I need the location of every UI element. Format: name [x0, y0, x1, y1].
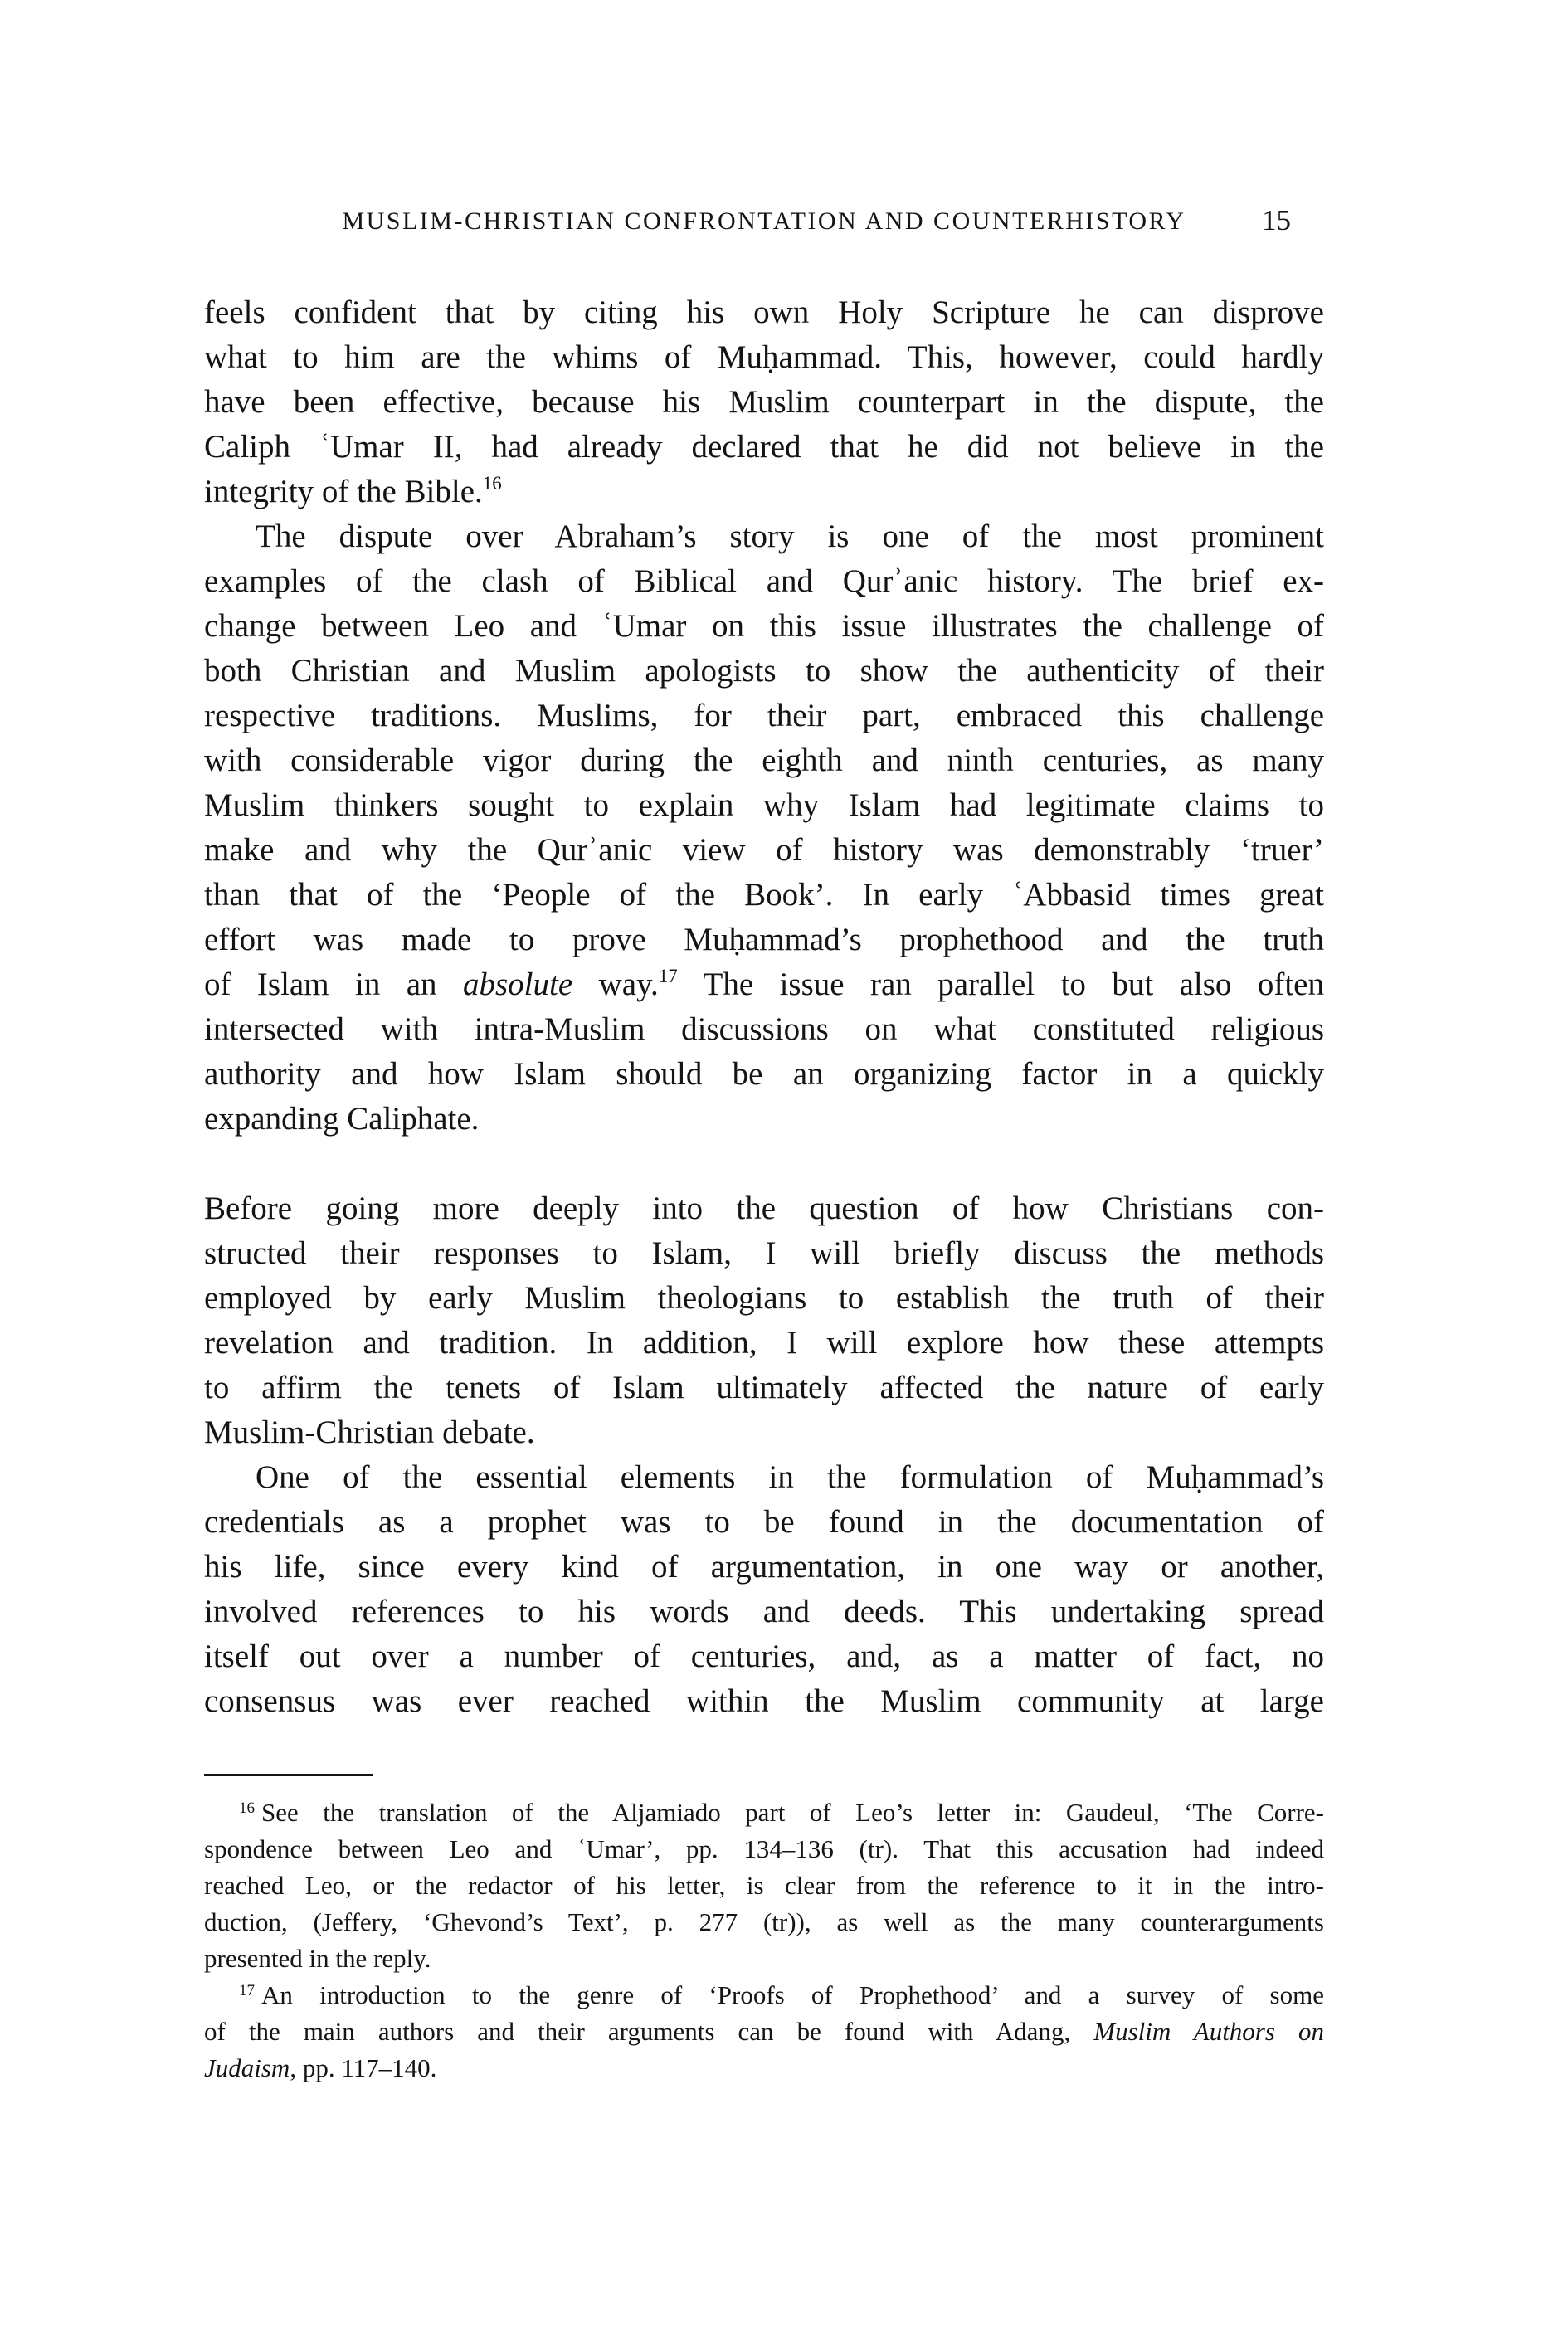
main-text [204, 290, 1324, 1724]
text-line: structed their responses to Islam, I will briefly discuss the methods [204, 1235, 1324, 1271]
text-line: have been effective, because his Muslim counterpart in the dispute, the [204, 384, 1324, 420]
text-line: Muslim thinkers sought to explain why Islam had legitimate claims to [204, 787, 1324, 823]
text-line [204, 962, 1324, 1007]
text-line: revelation and tradition. In addition, I will explore how these attempts [204, 1325, 1324, 1361]
text-line: intersected with intra-Muslim discussions on what constituted religious [204, 1011, 1324, 1047]
footnote-ref-17: 17 [658, 966, 678, 986]
footnote-17 [204, 1977, 1324, 2087]
text-line: make and why the Qurʾanic view of history was demonstrably ‘truer’ [204, 832, 1324, 868]
text-line: The dispute over Abraham’s story is one of the most prominent [256, 519, 1324, 554]
text-line: feels confident that by citing his own Holy Scripture he can disprove [204, 295, 1324, 330]
footnote-16 [204, 1794, 1324, 1977]
text-line: involved references to his words and deeds. This undertaking spread [204, 1594, 1324, 1629]
italic-text: absolute [463, 967, 573, 1002]
running-head: MUSLIM-CHRISTIAN CONFRONTATION AND COUNTERHISTORY [342, 207, 1186, 235]
text-line: authority and how Islam should be an organizing factor in a quickly [204, 1056, 1324, 1092]
footnote-number-16: 16 [239, 1799, 255, 1817]
page-header [204, 204, 1324, 241]
text-segment: of Islam in an [204, 967, 463, 1002]
text-segment: An introduction to the genre of ‘Proofs of Prophethood’ and a survey of some [261, 1980, 1324, 2009]
text-line: spondence between Leo and ʿUmar’, pp. 134–136 (tr). That this accusation had indeed [204, 1834, 1324, 1863]
text-line [204, 1977, 1324, 2014]
text-line: Before going more deeply into the question of how Christians con- [204, 1191, 1324, 1226]
text-line [204, 1794, 1324, 1831]
footnote-number-17: 17 [239, 1982, 255, 1999]
text-line: than that of the ‘People of the Book’. In early ʿAbbasid times great [204, 877, 1324, 913]
paragraph-4 [204, 1455, 1324, 1724]
text-line [204, 470, 1324, 514]
text-line: consensus was ever reached within the Muslim community at large [204, 1683, 1324, 1719]
text-segment: integrity of the Bible. [204, 474, 483, 509]
text-line: both Christian and Muslim apologists to show the authenticity of their [204, 653, 1324, 689]
text-line: itself out over a number of centuries, and, as a matter of fact, no [204, 1639, 1324, 1674]
text-line: reached Leo, or the redactor of his letter, is clear from the reference to it in the intro- [204, 1871, 1324, 1900]
footnotes [204, 1794, 1324, 2087]
section-break [204, 1142, 1324, 1186]
page-number: 15 [1262, 204, 1291, 236]
text-segment: See the translation of the Aljamiado part of Leo’s letter in: Gaudeul, ‘The Corre- [261, 1798, 1324, 1827]
text-line: his life, since every kind of argumentation, in one way or another, [204, 1549, 1324, 1585]
footnote-separator [204, 1774, 373, 1776]
text-line: expanding Caliphate. [204, 1101, 480, 1137]
text-line: presented in the reply. [204, 1944, 431, 1973]
text-line: credentials as a prophet was to be found in the documentation of [204, 1504, 1324, 1540]
text-line: effort was made to prove Muḥammad’s prophethood and the truth [204, 922, 1324, 957]
paragraph-3 [204, 1186, 1324, 1455]
text-line: what to him are the whims of Muḥammad. This, however, could hardly [204, 339, 1324, 375]
text-line [204, 2050, 1324, 2087]
text-line [204, 2014, 1324, 2050]
text-segment: way. [572, 967, 659, 1002]
paragraph-2 [204, 514, 1324, 1142]
text-line: Muslim-Christian debate. [204, 1415, 535, 1450]
text-line: Caliph ʿUmar II, had already declared that he did not believe in the [204, 429, 1324, 465]
text-segment: , pp. 117–140. [290, 2053, 437, 2082]
text-segment: of the main authors and their arguments can be found with Adang, [204, 2017, 1094, 2046]
text-segment: The issue ran parallel to but also often [677, 967, 1324, 1002]
text-line: with considerable vigor during the eighth and ninth centuries, as many [204, 743, 1324, 778]
text-line: change between Leo and ʿUmar on this issue illustrates the challenge of [204, 608, 1324, 644]
text-line: One of the essential elements in the formulation of Muḥammad’s [256, 1459, 1324, 1495]
footnote-ref-16: 16 [482, 473, 502, 494]
italic-text: Judaism [204, 2053, 290, 2082]
text-line: duction, (Jeffery, ‘Ghevond’s Text’, p. 277 (tr)), as well as the many counterarguments [204, 1907, 1324, 1936]
text-line: respective traditions. Muslims, for their part, embraced this challenge [204, 698, 1324, 733]
text-line: employed by early Muslim theologians to establish the truth of their [204, 1280, 1324, 1316]
italic-text: Muslim Authors on [1093, 2017, 1324, 2046]
paragraph-1 [204, 290, 1324, 514]
text-line: to affirm the tenets of Islam ultimately affected the nature of early [204, 1370, 1324, 1405]
text-line: examples of the clash of Biblical and Qurʾanic history. The brief ex- [204, 563, 1324, 599]
